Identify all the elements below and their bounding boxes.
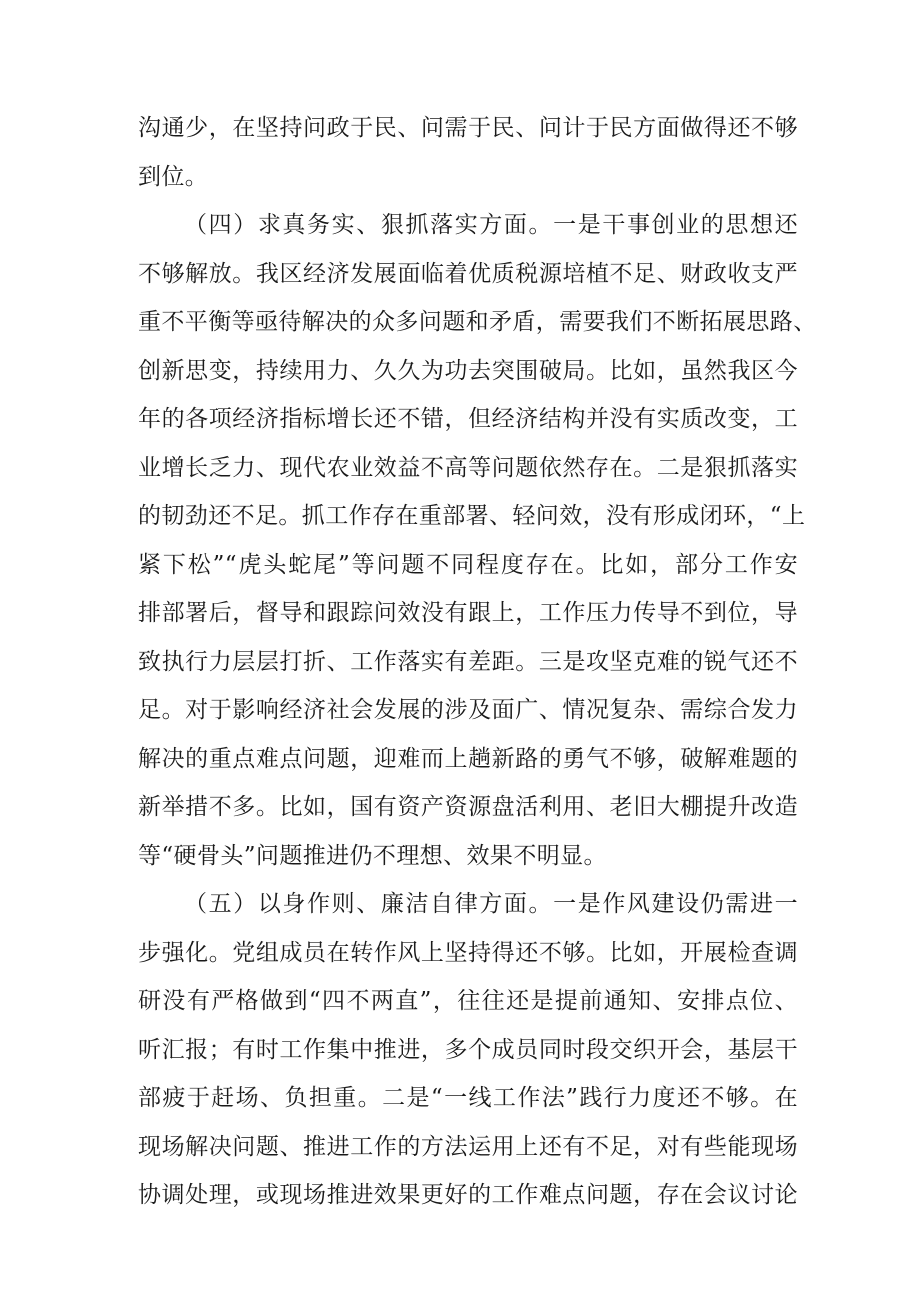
section-heading-line: （五）以身作则、廉洁自律方面。一是作风建设仍需进一 bbox=[184, 891, 798, 917]
text-line: 部疲于赶场、负担重。二是“一线工作法”践行力度还不够。在 bbox=[138, 1085, 798, 1111]
document-body bbox=[138, 104, 817, 1220]
text-line: 解决的重点难点问题，迎难而上趟新路的勇气不够，破解难题的 bbox=[138, 745, 798, 772]
text-line: 到位。 bbox=[138, 163, 209, 190]
text-line: 的韧劲还不足。抓工作存在重部署、轻问效，没有形成闭环，“上 bbox=[138, 503, 806, 529]
text-line: 重不平衡等亟待解决的众多问题和矛盾，需要我们不断拓展思路、 bbox=[138, 309, 817, 335]
text-line: 致执行力层层打折、工作落实有差距。三是攻坚克难的锐气还不 bbox=[138, 648, 798, 675]
text-line: 听汇报；有时工作集中推进，多个成员同时段交织开会，基层干 bbox=[138, 1036, 798, 1063]
text-line: 新举措不多。比如，国有资产资源盘活利用、老旧大棚提升改造 bbox=[138, 794, 798, 820]
text-line: 协调处理，或现场推进效果更好的工作难点问题，存在会议讨论 bbox=[138, 1182, 798, 1208]
text-line: 创新思变，持续用力、久久为功去突围破局。比如，虽然我区今 bbox=[138, 357, 798, 384]
text-line: 步强化。党组成员在转作风上坚持得还不够。比如，开展检查调 bbox=[138, 939, 798, 966]
text-line: 足。对于影响经济社会发展的涉及面广、情况复杂、需综合发力 bbox=[138, 697, 798, 723]
text-line: 现场解决问题、推进工作的方法运用上还有不足，对有些能现场 bbox=[138, 1133, 798, 1160]
text-line: 排部署后，督导和跟踪问效没有跟上，工作压力传导不到位，导 bbox=[138, 600, 798, 626]
section-heading-line: （四）求真务实、狠抓落实方面。一是干事创业的思想还 bbox=[184, 212, 798, 238]
text-line: 等“硬骨头”问题推进仍不理想、效果不明显。 bbox=[138, 842, 607, 869]
text-line: 年的各项经济指标增长还不错，但经济结构并没有实质改变，工 bbox=[138, 406, 798, 432]
text-line: 业增长乏力、现代农业效益不高等问题依然存在。二是狠抓落实 bbox=[138, 454, 798, 481]
text-line: 研没有严格做到“四不两直”，往往还是提前通知、安排点位、 bbox=[138, 988, 798, 1014]
text-line: 不够解放。我区经济发展面临着优质税源培植不足、财政收支严 bbox=[138, 260, 798, 287]
text-line: 紧下松”“虎头蛇尾”等问题不同程度存在。比如，部分工作安 bbox=[138, 551, 798, 578]
text-line: 沟通少，在坚持问政于民、问需于民、问计于民方面做得还不够 bbox=[138, 115, 798, 141]
